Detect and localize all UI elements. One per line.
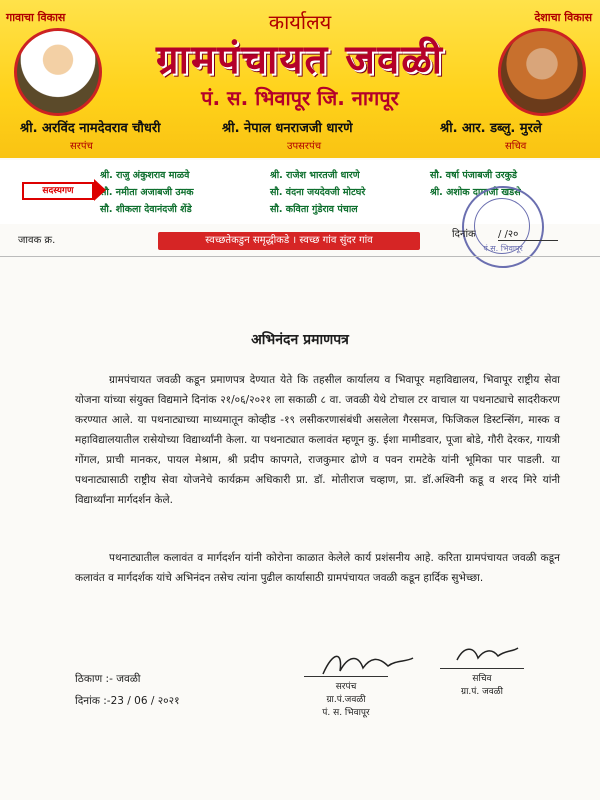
- member-item: सौ. वंदना जयदेवजी मोटघरे: [270, 187, 366, 198]
- ref-date-value: / /२०: [498, 226, 558, 241]
- officer-name-upsarpanch: श्री. नेपाल धनराजजी धारणे: [222, 121, 353, 136]
- subtitle: पं. स. भिवापूर जि. नागपूर: [201, 86, 399, 110]
- officer-name-sarpanch: श्री. अरविंद नामदेवराव चौधरी: [20, 121, 161, 136]
- certificate-title: अभिनंदन प्रमाणपत्र: [251, 332, 349, 348]
- sachiv-signature: [452, 642, 522, 668]
- sign2-org: ग्रा.पं. जवळी: [461, 687, 503, 697]
- member-item: श्री. राजेश भारतजी धारणे: [270, 170, 360, 181]
- header-divider: [0, 256, 600, 257]
- members-label-arrow: सदस्यगण: [22, 182, 94, 200]
- page-title: ग्रामपंचायत जवळी: [156, 37, 444, 83]
- sachiv-sign-block: [440, 668, 524, 697]
- place-line: ठिकाण :- जवळी: [75, 673, 141, 685]
- member-item: सौ. शीकला देवानंदजी शेंडे: [100, 204, 192, 215]
- officer-role-sachiv: सचिव: [505, 141, 527, 152]
- sarpanch-sign-block: [304, 676, 388, 718]
- member-item: सौ. वर्षा पंजाबजी उरकुडे: [430, 170, 517, 181]
- signature-line: [304, 676, 388, 677]
- right-tagline: देशाचा विकास: [534, 11, 592, 24]
- member-item: सौ. कविता गुंडेराव पंचाल: [270, 204, 358, 215]
- letterhead: [0, 0, 600, 158]
- officer-role-upsarpanch: उपसरपंच: [287, 141, 322, 152]
- sign2-role: सचिव: [472, 674, 492, 684]
- sign1-sub: पं. स. भिवापूर: [322, 708, 370, 718]
- sign1-org: ग्रा.पं.जवळी: [326, 695, 366, 705]
- member-item: सौ. नमीता अजाबजी उमक: [100, 187, 194, 198]
- ref-date-label: दिनांक: [452, 229, 476, 240]
- date-line: दिनांक :-23 / 06 / २०२१: [75, 695, 180, 707]
- stamp-text: पं.स. भिवापूर: [483, 244, 523, 253]
- sign1-role: सरपंच: [335, 682, 357, 692]
- office-label: कार्यालय: [268, 10, 332, 34]
- officer-role-sarpanch: सरपंच: [70, 141, 93, 152]
- member-item: श्री. अशोक दामाजी खडसे: [430, 187, 521, 198]
- sarpanch-signature: [318, 646, 418, 680]
- signature-line: [440, 668, 524, 669]
- member-item: श्री. राजु अंकुशराव माळवे: [100, 170, 190, 181]
- left-tagline: गावाचा विकास: [6, 11, 66, 24]
- body-paragraph: पथनाट्यातील कलावंत व मार्गदर्शन यांनी कोरोना काळात केलेले कार्य प्रशंसनीय आहे. करिता ग्रामपंचायत जवळी कडून कलावंत व मार्गदर्शक यांचे अभिनंदन तसेच त्यांना पुढील कार्यासाठी ग्रामपंचायत जवळी कडून हार्दिक सुभेच्छा.: [75, 552, 560, 584]
- slogan-banner: स्वच्छतेकडुन समृद्धीकडे । स्वच्छ गांव सुंदर गांव: [158, 232, 420, 250]
- outward-number-label: जावक क्र.: [18, 235, 56, 246]
- officer-name-sachiv: श्री. आर. डब्लु. मुरले: [440, 121, 542, 136]
- body-paragraph: ग्रामपंचायत जवळी कडून प्रमाणपत्र देण्यात येते कि तहसील कार्यालय व भिवापूर महाविद्यालय, भिवापूर राष्ट्रीय सेवा योजना यांच्या संयुक्त विद्यमाने दिनांक २१/०६/२०२१ ला सकाळी ८ वा. जवळी येथे टोचाल टर वाचाल या पथनाट्याचे सादरीकरण करण्यात आले. या पथनाट्याच्या माध्यमातून कोव्हीड -१९ लसीकरणासंबंधी असलेला गैरसमज, फिजिकल डिस्टन्सिंग, मास्क व महाविद्यालयातील रासेयोच्या विद्यार्थ्यांनी केला. या पथनाट्यात कलावंत म्हणून कु. ईशा मामीडवार, पूजा बोडे, गौरी देरकर, गायत्री गोंगल, प्राची मानकर, पायल मेश्राम, श्री प्रदीप कापगते, राजकुमार ढोणे व पवन रामटेके यांनी भूमिका पार पाडली. या पथनाट्यासाठी राष्ट्रीय सेवा योजनेचे कार्यक्रम अधिकारी प्रा. डॉ. मोतीराज चव्हाण, प्रा. डॉ.अश्विनी कडू व शरद मिरे यांनी विद्यार्थ्यांना मार्गदर्शन केले.: [75, 374, 560, 506]
